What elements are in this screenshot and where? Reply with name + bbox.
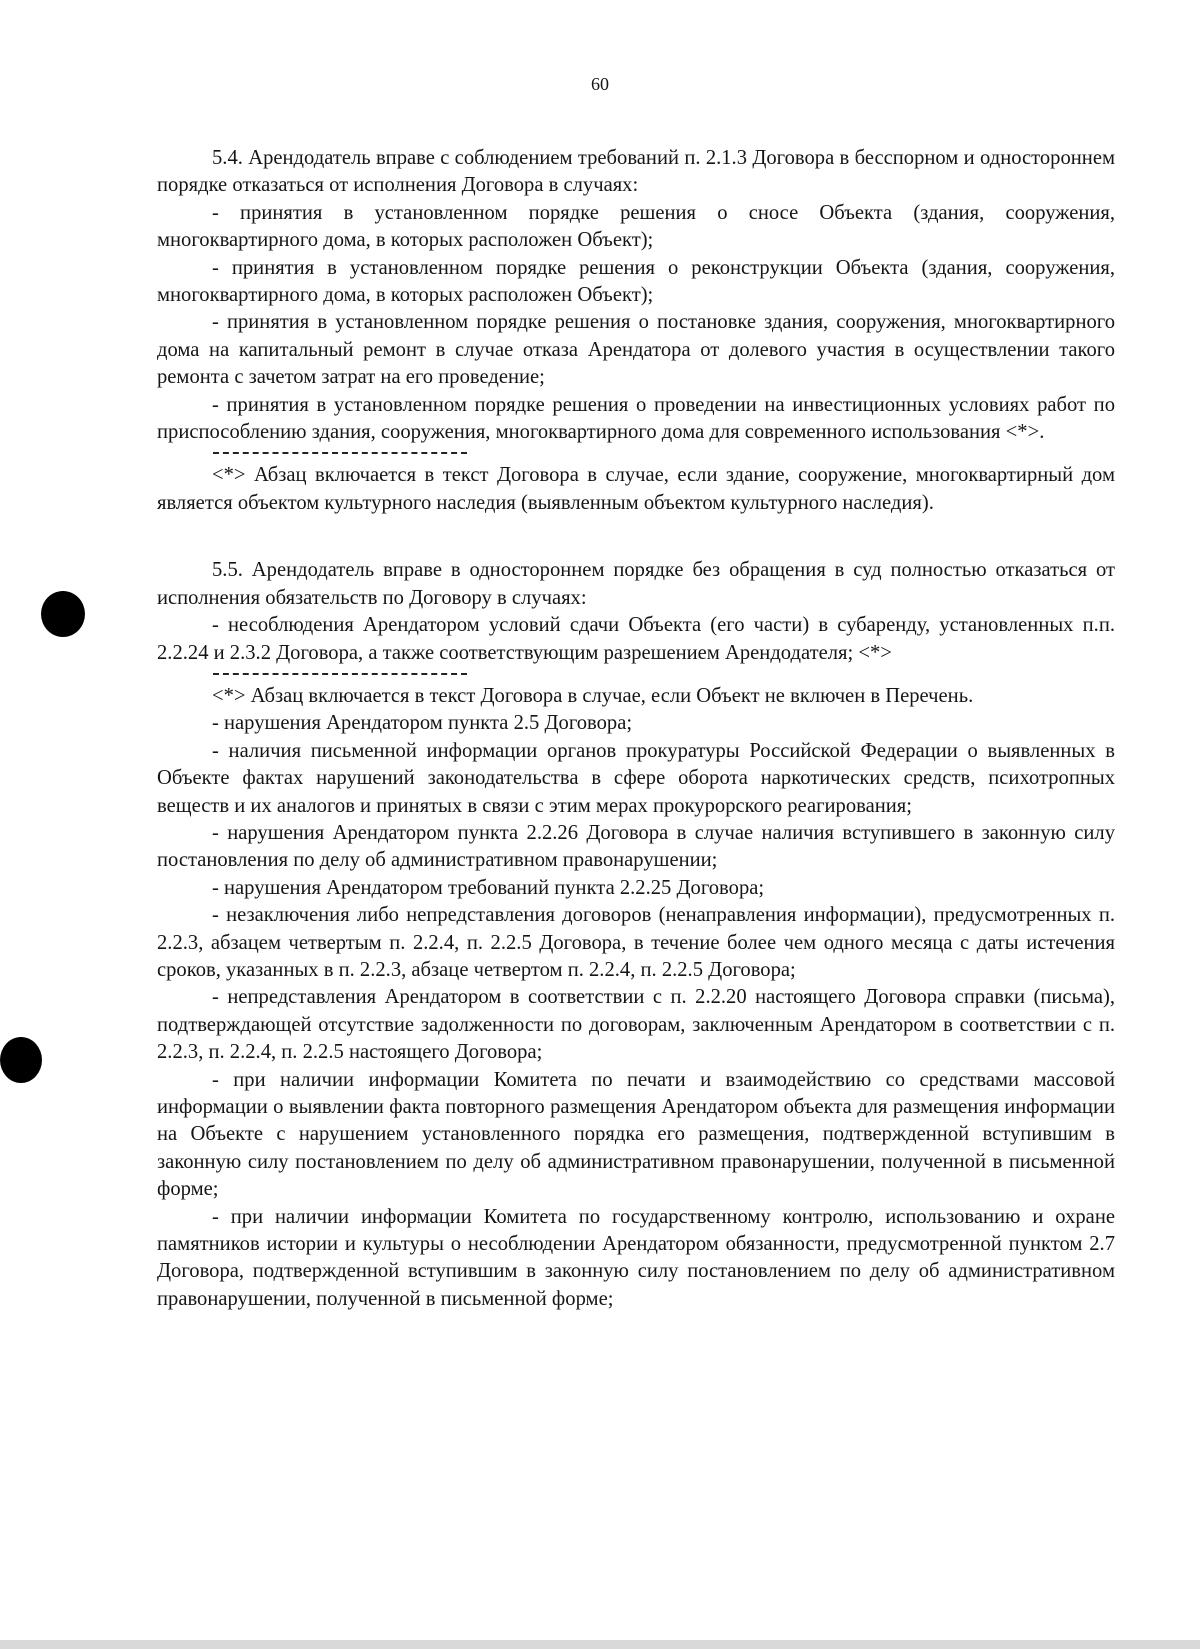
list-item: - незаключения либо непредставления договоров (ненаправления информации), предусмотренных п. 2.2.3, абзацем четвертым п. 2.2.4, п. 2.2.5 Договора, в течение более чем одного месяца с даты истечения сроков, указанных в п. 2.2.3, абзаце четвертом п. 2.2.4, п. 2.2.5 Договора;	[157, 904, 1115, 981]
page-number: 60	[591, 74, 609, 94]
list-item: - принятия в установленном порядке решения о реконструкции Объекта (здания, сооружения, многоквартирного дома, в которых расположен Объект);	[157, 256, 1115, 307]
list-item: - нарушения Арендатором пункта 2.2.26 Договора в случае наличия вступившего в законную силу постановления по делу об административном правонарушении;	[157, 821, 1115, 872]
list-item: - нарушения Арендатором пункта 2.5 Договора;	[212, 712, 633, 735]
list-item: - несоблюдения Арендатором условий сдачи Объекта (его части) в субаренду, установленных п.п. 2.2.24 и 2.3.2 Договора, а также соответствующим разрешением Арендодателя; <*>	[157, 614, 1115, 664]
list-item: - при наличии информации Комитета по печати и взаимодействию со средствами массовой информации о выявлении факта повторного размещения Арендатором объекта для размещения информации на Объекте с нарушением установленного порядка его размещения, подтвержденной вступившим в законную силу постановлением по делу об административном правонарушении, полученной в письменной форме;	[157, 1068, 1115, 1201]
clause-5-4-intro: 5.4. Арендодатель вправе с соблюдением требований п. 2.1.3 Договора в бесспорном и одностороннем порядке отказаться от исполнения Договора в случаях:	[157, 147, 1115, 197]
punch-hole-mark	[0, 1037, 42, 1083]
clause-5-5-intro: 5.5. Арендодатель вправе в одностороннем порядке без обращения в суд полностью отказаться от исполнения обязательств по Договору в случаях:	[157, 559, 1115, 609]
scan-bottom-edge	[0, 1640, 1200, 1649]
footnote-separator	[213, 673, 467, 675]
section-gap	[157, 517, 1115, 557]
list-item: - принятия в установленном порядке решения о сносе Объекта (здания, сооружения, многоквартирного дома, в которых расположен Объект);	[157, 201, 1115, 252]
document-body	[157, 145, 1115, 1313]
list-item: - непредставления Арендатором в соответствии с п. 2.2.20 настоящего Договора справки (письма), подтверждающей отсутствие задолженности по договорам, заключенным Арендатором в соответствии с п. 2.2.3, п. 2.2.4, п. 2.2.5 настоящего Договора;	[157, 986, 1115, 1064]
list-item: - нарушения Арендатором требований пункта 2.2.25 Договора;	[212, 876, 765, 899]
list-item: - при наличии информации Комитета по государственному контролю, использованию и охране памятников истории и культуры о несоблюдении Арендатором обязанности, предусмотренной пунктом 2.7 Договора, подтвержденной вступившим в законную силу постановлением по делу об административном правонарушении, полученной в письменной форме;	[157, 1205, 1115, 1310]
list-item: - наличия письменной информации органов прокуратуры Российской Федерации о выявленных в Объекте фактах нарушений законодательства в сфере оборота наркотических средств, психотропных веществ и их аналогов и принятых в связи с этим мерах прокурорского реагирования;	[157, 739, 1115, 817]
list-item: - принятия в установленном порядке решения о проведении на инвестиционных условиях работ по приспособлению здания, сооружения, многоквартирного дома для современного использования <*>.	[157, 393, 1115, 444]
list-item: - принятия в установленном порядке решения о постановке здания, сооружения, многоквартирного дома на капитальный ремонт в случае отказа Арендатора от долевого участия в осуществлении такого ремонта с зачетом затрат на его проведение;	[157, 311, 1115, 389]
punch-hole-mark	[41, 591, 85, 637]
footnote: <*> Абзац включается в текст Договора в случае, если Объект не включен в Перечень.	[212, 684, 974, 707]
footnote-separator	[213, 452, 467, 454]
footnote: <*> Абзац включается в текст Договора в случае, если здание, сооружение, многоквартирный дом является объектом культурного наследия (выявленным объектом культурного наследия).	[157, 464, 1115, 514]
